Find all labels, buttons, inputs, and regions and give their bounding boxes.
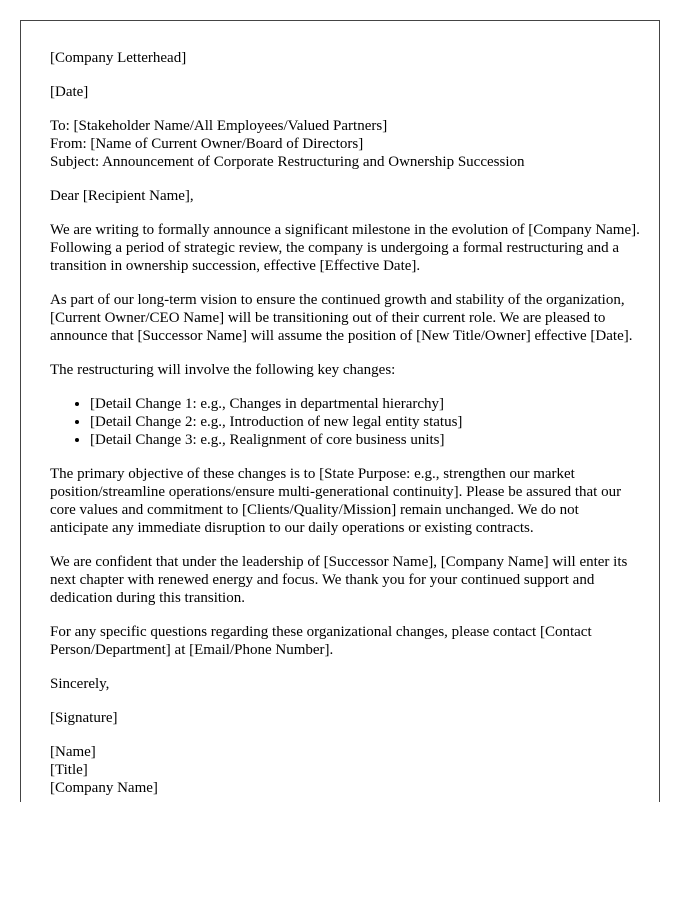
paragraph-changes-intro: The restructuring will involve the following key changes: [50,362,396,378]
signer-name: [Name] [50,744,96,760]
subject-line: Subject: Announcement of Corporate Restructuring and Ownership Succession [50,154,525,170]
letter-header-block [50,117,640,171]
paragraph-objective: The primary objective of these changes is to [State Purpose: e.g., strengthen our market position/streamline operations/ensure multi-generational continuity]. Please be assured that our core values and commitment to [Clients/Quality/Mission] remain unchanged. We do not anticipate any immediate disruption to our daily operations or existing contracts. [50,466,622,536]
list-item: • [Detail Change 3: e.g., Realignment of core business units] [90,431,640,449]
signature: [Signature] [50,710,118,726]
salutation: Dear [Recipient Name], [50,188,194,204]
letter-date: [Date] [50,84,89,100]
paragraph-confidence: We are confident that under the leadership of [Successor Name], [Company Name] will enter its next chapter with renewed energy and focus. We thank you for your continued support and dedication during this transition. [50,554,628,606]
to-line: To: [Stakeholder Name/All Employees/Valued Partners] [50,118,388,134]
list-item: • [Detail Change 1: e.g., Changes in departmental hierarchy] [90,395,640,413]
paragraph-intro: We are writing to formally announce a significant milestone in the evolution of [Company Name]. Following a period of strategic review, the company is undergoing a formal restructuring and a transition in ownership succession, effective [Effective Date]. [50,222,640,274]
list-item: • [Detail Change 2: e.g., Introduction of new legal entity status] [90,413,640,431]
closing: Sincerely, [50,676,110,692]
signer-company: [Company Name] [50,780,158,796]
from-line: From: [Name of Current Owner/Board of Directors] [50,136,364,152]
letter-page [20,20,660,802]
signer-title: [Title] [50,762,88,778]
signature-block [50,743,640,797]
letterhead: [Company Letterhead] [50,50,187,66]
paragraph-contact: For any specific questions regarding these organizational changes, please contact [Contact Person/Department] at [Email/Phone Number]. [50,624,592,658]
paragraph-transition: As part of our long-term vision to ensure the continued growth and stability of the organization, [Current Owner/CEO Name] will be transitioning out of their current role. We are pleased to announce that [Successor Name] will assume the position of [New Title/Owner] effective [Date]. [50,292,633,344]
changes-list [50,395,640,449]
letter-body [50,49,640,802]
